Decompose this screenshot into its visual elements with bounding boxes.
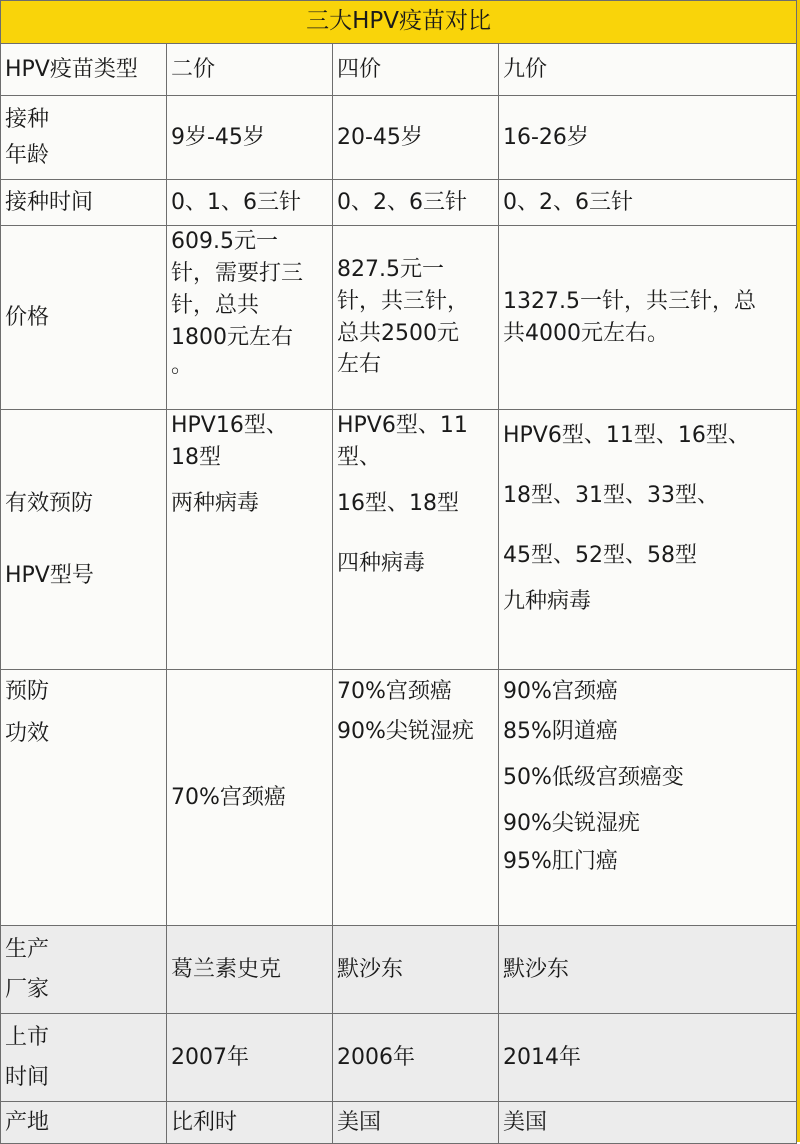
row-maker	[1, 926, 797, 1014]
launch-bivalent: 2007年	[167, 1014, 333, 1102]
maker-label: 生产 厂家	[1, 926, 167, 1014]
types-bivalent: HPV16型、 18型 两种病毒	[167, 410, 333, 670]
launch-nonavalent: 2014年	[499, 1014, 797, 1102]
types-nonavalent: HPV6型、11型、16型、 18型、31型、33型、 45型、52型、58型 九种病毒	[499, 410, 797, 670]
row-types	[1, 410, 797, 670]
row-price	[1, 226, 797, 410]
origin-quadrivalent: 美国	[333, 1102, 499, 1144]
price-label: 价格	[1, 226, 167, 410]
table-title: 三大HPV疫苗对比	[1, 1, 797, 44]
origin-nonavalent: 美国	[499, 1102, 797, 1144]
title-row	[1, 1, 797, 44]
launch-label: 上市 时间	[1, 1014, 167, 1102]
price-bivalent: 609.5元一 针，需要打三 针，总共 1800元左右 。	[167, 226, 333, 410]
origin-bivalent: 比利时	[167, 1102, 333, 1144]
efficacy-nonavalent: 90%宫颈癌 85%阴道癌 50%低级宫颈癌变 90%尖锐湿疣 95%肛门癌	[499, 670, 797, 926]
efficacy-quadrivalent: 70%宫颈癌 90%尖锐湿疣	[333, 670, 499, 926]
efficacy-label: 预防 功效	[1, 670, 167, 926]
efficacy-bivalent: 70%宫颈癌	[167, 670, 333, 926]
schedule-bivalent: 0、1、6三针	[167, 180, 333, 226]
types-label: 有效预防 HPV型号	[1, 410, 167, 670]
row-age	[1, 96, 797, 180]
row-efficacy	[1, 670, 797, 926]
header-bivalent: 二价	[167, 44, 333, 96]
maker-quadrivalent: 默沙东	[333, 926, 499, 1014]
header-label: HPV疫苗类型	[1, 44, 167, 96]
schedule-nonavalent: 0、2、6三针	[499, 180, 797, 226]
origin-label: 产地	[1, 1102, 167, 1144]
row-schedule	[1, 180, 797, 226]
age-quadrivalent: 20-45岁	[333, 96, 499, 180]
maker-bivalent: 葛兰素史克	[167, 926, 333, 1014]
maker-nonavalent: 默沙东	[499, 926, 797, 1014]
price-nonavalent: 1327.5一针，共三针，总 共4000元左右。	[499, 226, 797, 410]
age-bivalent: 9岁-45岁	[167, 96, 333, 180]
header-quadrivalent: 四价	[333, 44, 499, 96]
row-launch	[1, 1014, 797, 1102]
types-quadrivalent: HPV6型、11 型、 16型、18型 四种病毒	[333, 410, 499, 670]
schedule-label: 接种时间	[1, 180, 167, 226]
age-nonavalent: 16-26岁	[499, 96, 797, 180]
schedule-quadrivalent: 0、2、6三针	[333, 180, 499, 226]
price-quadrivalent: 827.5元一 针，共三针， 总共2500元 左右	[333, 226, 499, 410]
row-origin	[1, 1102, 797, 1144]
age-label: 接种 年龄	[1, 96, 167, 180]
header-row	[1, 44, 797, 96]
header-nonavalent: 九价	[499, 44, 797, 96]
launch-quadrivalent: 2006年	[333, 1014, 499, 1102]
